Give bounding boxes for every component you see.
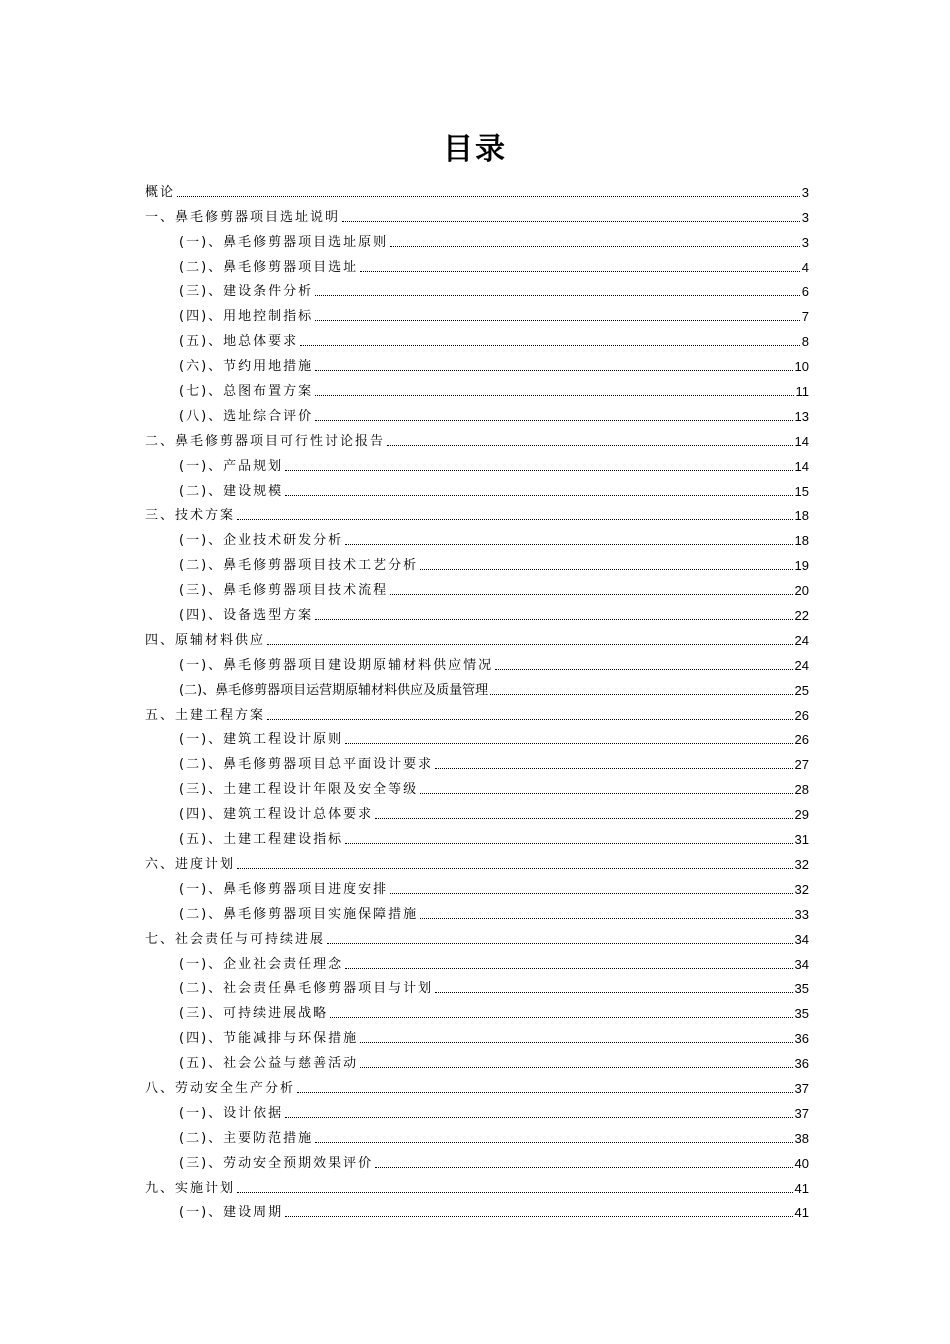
- toc-dot-leader: [420, 793, 792, 794]
- toc-entry-label: 七、社会责任与可持续进展: [145, 931, 326, 947]
- toc-dot-leader: [237, 868, 793, 869]
- toc-entry-label: 八、劳动安全生产分析: [145, 1080, 296, 1096]
- toc-entry-label: (二)、鼻毛修剪器项目技术工艺分析: [179, 558, 419, 574]
- toc-entry-page-number: 14: [794, 458, 809, 474]
- toc-entry-page-number: 36: [794, 1056, 809, 1072]
- toc-entry-label: (三)、劳动安全预期效果评价: [179, 1155, 374, 1171]
- toc-entry-page-number: 11: [795, 384, 809, 400]
- toc-entry-label: (四)、节能减排与环保措施: [179, 1031, 359, 1047]
- toc-entry-page-number: 10: [794, 359, 809, 375]
- toc-dot-leader: [345, 968, 792, 969]
- toc-entry[interactable]: [145, 524, 809, 549]
- toc-entry-page-number: 24: [794, 657, 809, 673]
- toc-entry-label: (一)、企业社会责任理念: [179, 956, 344, 972]
- toc-entry-page-number: 41: [794, 1205, 809, 1221]
- toc-entry[interactable]: [145, 1072, 809, 1097]
- toc-entry[interactable]: [145, 1047, 809, 1072]
- toc-entry[interactable]: [145, 898, 809, 923]
- toc-entry[interactable]: [145, 1022, 809, 1047]
- toc-dot-leader: [315, 295, 800, 296]
- toc-entry-label: 二、鼻毛修剪器项目可行性讨论报告: [145, 433, 386, 449]
- toc-entry-label: (八)、选址综合评价: [179, 408, 314, 424]
- toc-entry[interactable]: [145, 973, 809, 998]
- toc-entry[interactable]: [145, 1122, 809, 1147]
- toc-dot-leader: [237, 519, 793, 520]
- toc-entry[interactable]: [145, 276, 809, 301]
- toc-title: 目录: [443, 132, 507, 167]
- toc-entry[interactable]: [145, 624, 809, 649]
- toc-entry[interactable]: [145, 1147, 809, 1172]
- toc-entry-label: (一)、鼻毛修剪器项目进度安排: [179, 881, 389, 897]
- toc-entry-page-number: 25: [794, 682, 809, 698]
- toc-entry[interactable]: [145, 599, 809, 624]
- toc-entry[interactable]: [145, 873, 809, 898]
- toc-dot-leader: [300, 345, 800, 346]
- toc-dot-leader: [390, 594, 792, 595]
- toc-entry-label: 四、原辅材料供应: [145, 632, 266, 648]
- toc-entry-label: (一)、设计依据: [179, 1105, 284, 1121]
- toc-dot-leader: [360, 1067, 792, 1068]
- toc-entry[interactable]: [145, 674, 809, 699]
- toc-entry[interactable]: [145, 400, 809, 425]
- toc-entry-label: (一)、建筑工程设计原则: [179, 732, 344, 748]
- toc-entry[interactable]: [145, 948, 809, 973]
- toc-entry-label: 九、实施计划: [145, 1180, 236, 1196]
- toc-entry-page-number: 37: [794, 1080, 809, 1096]
- toc-entry-page-number: 29: [794, 807, 809, 823]
- toc-entry[interactable]: [145, 1197, 809, 1222]
- toc-entry-label: 一、鼻毛修剪器项目选址说明: [145, 209, 341, 225]
- toc-entry-label: (一)、建设周期: [179, 1205, 284, 1221]
- toc-dot-leader: [285, 470, 792, 471]
- toc-entry[interactable]: [145, 997, 809, 1022]
- toc-entry[interactable]: [145, 798, 809, 823]
- toc-entry[interactable]: [145, 724, 809, 749]
- toc-entry-page-number: 20: [794, 583, 809, 599]
- toc-entry[interactable]: [145, 649, 809, 674]
- toc-entry-label: (五)、社会公益与慈善活动: [179, 1056, 359, 1072]
- toc-entry-page-number: 35: [794, 1006, 809, 1022]
- toc-entry-label: (二)、鼻毛修剪器项目选址: [179, 259, 359, 275]
- toc-entry-label: 六、进度计划: [145, 856, 236, 872]
- toc-dot-leader: [285, 1117, 792, 1118]
- toc-dot-leader: [342, 221, 800, 222]
- toc-entry[interactable]: [145, 350, 809, 375]
- toc-entry-label: (一)、企业技术研发分析: [179, 533, 344, 549]
- toc-entry-page-number: 35: [794, 981, 809, 997]
- toc-entry-page-number: 3: [801, 184, 809, 200]
- toc-entry[interactable]: [145, 226, 809, 251]
- toc-entry[interactable]: [145, 450, 809, 475]
- toc-entry-page-number: 18: [794, 508, 809, 524]
- toc-dot-leader: [387, 445, 793, 446]
- toc-entry-page-number: 27: [794, 757, 809, 773]
- toc-dot-leader: [315, 420, 792, 421]
- toc-entry[interactable]: [145, 251, 809, 276]
- toc-entry-page-number: 8: [801, 334, 809, 350]
- toc-entry-page-number: 34: [794, 931, 809, 947]
- toc-entry[interactable]: [145, 549, 809, 574]
- toc-entry-page-number: 24: [794, 632, 809, 648]
- toc-entry-page-number: 34: [794, 956, 809, 972]
- toc-entry-page-number: 26: [794, 732, 809, 748]
- toc-entry-label: (四)、设备选型方案: [179, 608, 314, 624]
- toc-entry-page-number: 18: [794, 533, 809, 549]
- toc-dot-leader: [285, 495, 792, 496]
- toc-dot-leader: [375, 1167, 792, 1168]
- toc-dot-leader: [267, 719, 793, 720]
- toc-dot-leader: [237, 1192, 793, 1193]
- toc-entry-label: (四)、用地控制指标: [179, 309, 314, 325]
- toc-entry-label: (七)、总图布置方案: [179, 384, 314, 400]
- toc-entry-page-number: 32: [794, 881, 809, 897]
- toc-entry-label: (一)、鼻毛修剪器项目建设期原辅材料供应情况: [179, 657, 494, 673]
- toc-dot-leader: [345, 743, 792, 744]
- toc-entry[interactable]: [145, 848, 809, 873]
- toc-dot-leader: [267, 644, 793, 645]
- toc-entry-page-number: 41: [794, 1180, 809, 1196]
- toc-entry[interactable]: [145, 1172, 809, 1197]
- toc-entry-page-number: 32: [794, 856, 809, 872]
- toc-entry-page-number: 26: [794, 707, 809, 723]
- toc-entry-page-number: 15: [794, 483, 809, 499]
- table-of-contents: [145, 176, 809, 1221]
- toc-entry[interactable]: [145, 748, 809, 773]
- toc-dot-leader: [420, 918, 792, 919]
- toc-entry-label: (三)、土建工程设计年限及安全等级: [179, 782, 419, 798]
- toc-entry-label: (二)、鼻毛修剪器项目运营期原辅材料供应及质量管理: [179, 682, 489, 698]
- toc-entry-label: 三、技术方案: [145, 508, 236, 524]
- toc-entry-page-number: 7: [801, 309, 809, 325]
- toc-entry-page-number: 3: [801, 209, 809, 225]
- toc-entry[interactable]: [145, 574, 809, 599]
- toc-entry[interactable]: [145, 923, 809, 948]
- toc-entry[interactable]: [145, 201, 809, 226]
- toc-dot-leader: [390, 893, 792, 894]
- toc-entry[interactable]: [145, 300, 809, 325]
- toc-entry-page-number: 4: [801, 259, 809, 275]
- toc-dot-leader: [435, 768, 792, 769]
- toc-dot-leader: [420, 569, 792, 570]
- toc-dot-leader: [390, 246, 800, 247]
- toc-dot-leader: [315, 619, 792, 620]
- toc-dot-leader: [360, 271, 800, 272]
- toc-entry-page-number: 22: [794, 608, 809, 624]
- toc-entry[interactable]: [145, 425, 809, 450]
- toc-entry-page-number: 36: [794, 1031, 809, 1047]
- toc-entry-label: (一)、产品规划: [179, 458, 284, 474]
- toc-dot-leader: [315, 320, 800, 321]
- toc-entry-label: (三)、可持续进展战略: [179, 1006, 329, 1022]
- toc-entry-label: (二)、建设规模: [179, 483, 284, 499]
- toc-dot-leader: [495, 669, 792, 670]
- toc-entry-page-number: 14: [794, 433, 809, 449]
- toc-entry-page-number: 6: [801, 284, 809, 300]
- toc-dot-leader: [375, 818, 792, 819]
- toc-entry-page-number: 33: [794, 906, 809, 922]
- toc-entry-label: (二)、鼻毛修剪器项目总平面设计要求: [179, 757, 434, 773]
- toc-dot-leader: [315, 395, 793, 396]
- toc-dot-leader: [330, 1017, 792, 1018]
- toc-entry-page-number: 40: [794, 1155, 809, 1171]
- toc-entry-label: (二)、主要防范措施: [179, 1130, 314, 1146]
- toc-entry[interactable]: [145, 325, 809, 350]
- toc-entry-page-number: 19: [794, 558, 809, 574]
- toc-entry-page-number: 3: [801, 234, 809, 250]
- toc-entry-page-number: 37: [794, 1105, 809, 1121]
- toc-entry[interactable]: [145, 475, 809, 500]
- toc-entry-page-number: 28: [794, 782, 809, 798]
- toc-entry[interactable]: [145, 699, 809, 724]
- toc-dot-leader: [297, 1092, 793, 1093]
- toc-dot-leader: [360, 1042, 792, 1043]
- toc-dot-leader: [177, 196, 800, 197]
- toc-entry-label: (五)、土建工程建设指标: [179, 832, 344, 848]
- toc-dot-leader: [315, 1142, 792, 1143]
- toc-entry[interactable]: [145, 823, 809, 848]
- toc-dot-leader: [285, 1216, 792, 1217]
- toc-dot-leader: [490, 694, 792, 695]
- toc-entry-label: (五)、地总体要求: [179, 334, 299, 350]
- toc-dot-leader: [327, 943, 793, 944]
- toc-entry-label: (三)、建设条件分析: [179, 284, 314, 300]
- toc-entry[interactable]: [145, 176, 809, 201]
- toc-entry-label: 五、土建工程方案: [145, 707, 266, 723]
- toc-entry[interactable]: [145, 1097, 809, 1122]
- toc-dot-leader: [315, 370, 792, 371]
- toc-entry-label: (一)、鼻毛修剪器项目选址原则: [179, 234, 389, 250]
- toc-entry-page-number: 31: [794, 832, 809, 848]
- toc-dot-leader: [345, 843, 792, 844]
- toc-entry-label: (三)、鼻毛修剪器项目技术流程: [179, 583, 389, 599]
- toc-entry-label: (二)、鼻毛修剪器项目实施保障措施: [179, 906, 419, 922]
- toc-entry[interactable]: [145, 773, 809, 798]
- toc-entry-page-number: 13: [794, 408, 809, 424]
- toc-entry-label: (四)、建筑工程设计总体要求: [179, 807, 374, 823]
- toc-entry-page-number: 38: [794, 1130, 809, 1146]
- toc-entry-label: (六)、节约用地措施: [179, 359, 314, 375]
- toc-dot-leader: [345, 544, 792, 545]
- toc-dot-leader: [435, 992, 792, 993]
- toc-entry-label: (二)、社会责任鼻毛修剪器项目与计划: [179, 981, 434, 997]
- toc-entry[interactable]: [145, 500, 809, 525]
- toc-entry-label: 概论: [145, 184, 176, 200]
- toc-entry[interactable]: [145, 375, 809, 400]
